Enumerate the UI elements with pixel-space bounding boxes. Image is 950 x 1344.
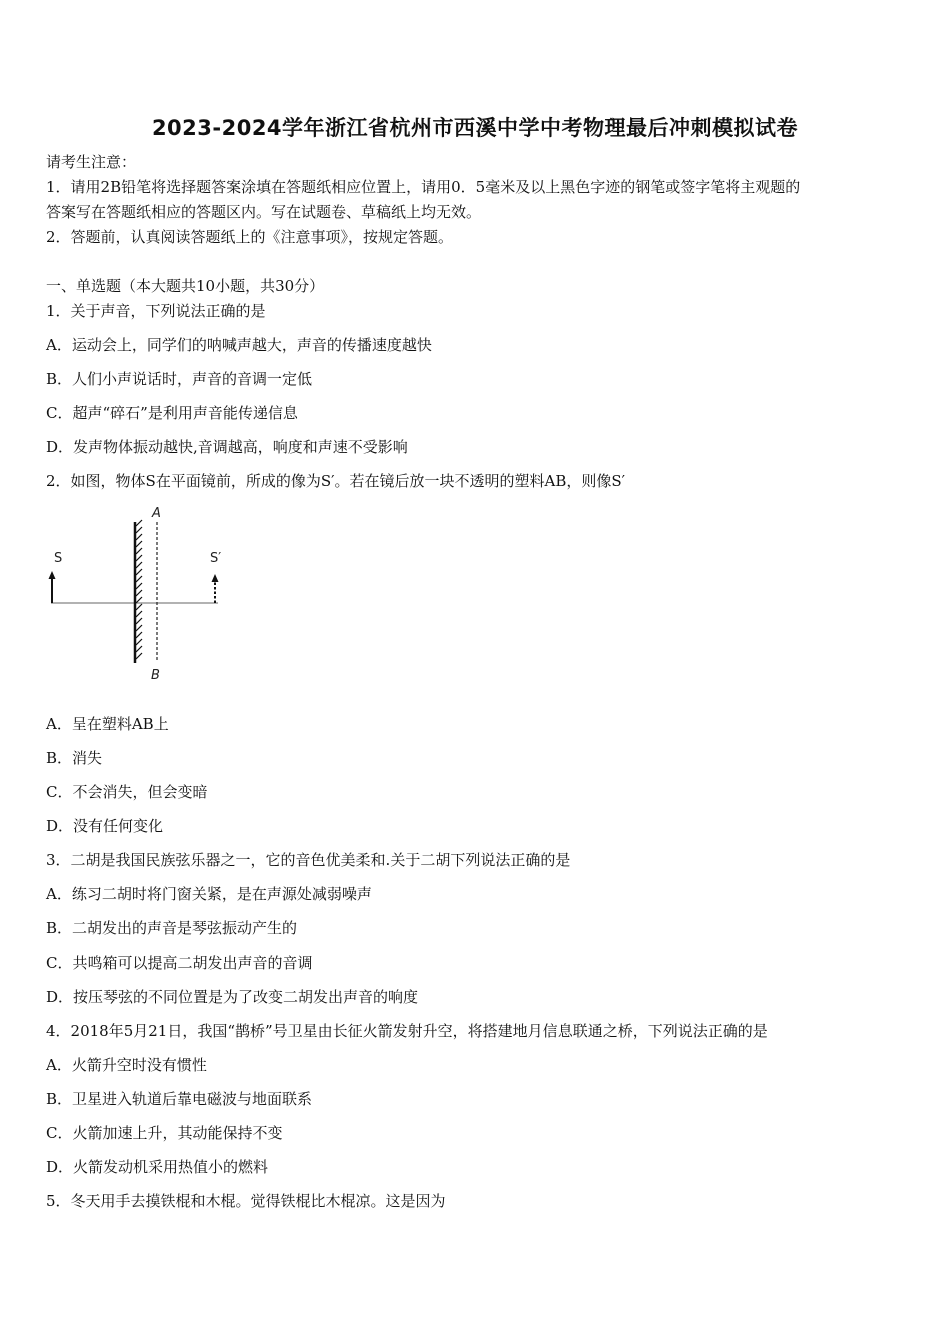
notice-heading: 请考生注意： (46, 153, 137, 171)
mirror-hatching (136, 520, 142, 659)
label-a: A (152, 506, 161, 521)
question-4-stem: 4．2018年5月21日，我国“鹊桥”号卫星由长征火箭发射升空，将搭建地月信息联通之桥，下列说法正确的是 (46, 1022, 768, 1040)
question-1-option-b: B．人们小声说话时，声音的音调一定低 (46, 370, 313, 388)
question-2-option-c: C．不会消失，但会变暗 (46, 783, 208, 801)
label-b: B (151, 668, 160, 683)
question-3-stem: 3．二胡是我国民族弦乐器之一，它的音色优美柔和.关于二胡下列说法正确的是 (46, 851, 571, 869)
label-s: S (54, 551, 63, 566)
question-5-stem: 5．冬天用手去摸铁棍和木棍。觉得铁棍比木棍凉。这是因为 (46, 1192, 446, 1210)
question-2-option-b: B．消失 (46, 749, 103, 767)
question-4-option-a: A．火箭升空时没有惯性 (46, 1056, 207, 1074)
question-3-option-b: B．二胡发出的声音是琴弦振动产生的 (46, 919, 298, 937)
exam-title: 2023-2024学年浙江省杭州市西溪中学中考物理最后冲刺模拟试卷 (151, 116, 799, 140)
question-3-option-c: C．共鸣箱可以提高二胡发出声音的音调 (46, 954, 313, 972)
question-4-option-b: B．卫星进入轨道后靠电磁波与地面联系 (46, 1090, 313, 1108)
notice-item-1-line-2: 答案写在答题纸相应的答题区内。写在试题卷、草稿纸上均无效。 (46, 203, 482, 221)
mirror-figure (40, 500, 240, 690)
question-2-option-d: D．没有任何变化 (46, 817, 164, 835)
notice-item-1-line-1: 1．请用2B铅笔将选择题答案涂填在答题纸相应位置上，请用0．5毫米及以上黑色字迹的钢笔或签字笔将主观题的 (46, 178, 801, 196)
question-1-stem: 1．关于声音，下列说法正确的是 (46, 302, 266, 320)
image-arrowhead (212, 574, 219, 582)
notice-item-2: 2．答题前，认真阅读答题纸上的《注意事项》，按规定答题。 (46, 228, 454, 246)
question-2-stem: 2．如图，物体S在平面镜前，所成的像为S′。若在镜后放一块不透明的塑料AB，则像S′ (46, 472, 626, 490)
object-arrowhead (49, 571, 56, 579)
question-1-option-d: D．发声物体振动越快,音调越高，响度和声速不受影响 (46, 438, 408, 456)
question-2-option-a: A．呈在塑料AB上 (46, 715, 169, 733)
question-3-option-d: D．按压琴弦的不同位置是为了改变二胡发出声音的响度 (46, 988, 419, 1006)
question-4-option-c: C．火箭加速上升，其动能保持不变 (46, 1124, 283, 1142)
question-1-option-a: A．运动会上，同学们的呐喊声越大，声音的传播速度越快 (46, 336, 432, 354)
mirror-diagram (40, 500, 240, 690)
section-heading: 一、单选题（本大题共10小题，共30分） (46, 277, 325, 295)
question-1-option-c: C．超声“碎石”是利用声音能传递信息 (46, 404, 298, 422)
question-4-option-d: D．火箭发动机采用热值小的燃料 (46, 1158, 269, 1176)
question-3-option-a: A．练习二胡时将门窗关紧，是在声源处减弱噪声 (46, 885, 372, 903)
label-s-image: S′ (210, 551, 222, 566)
